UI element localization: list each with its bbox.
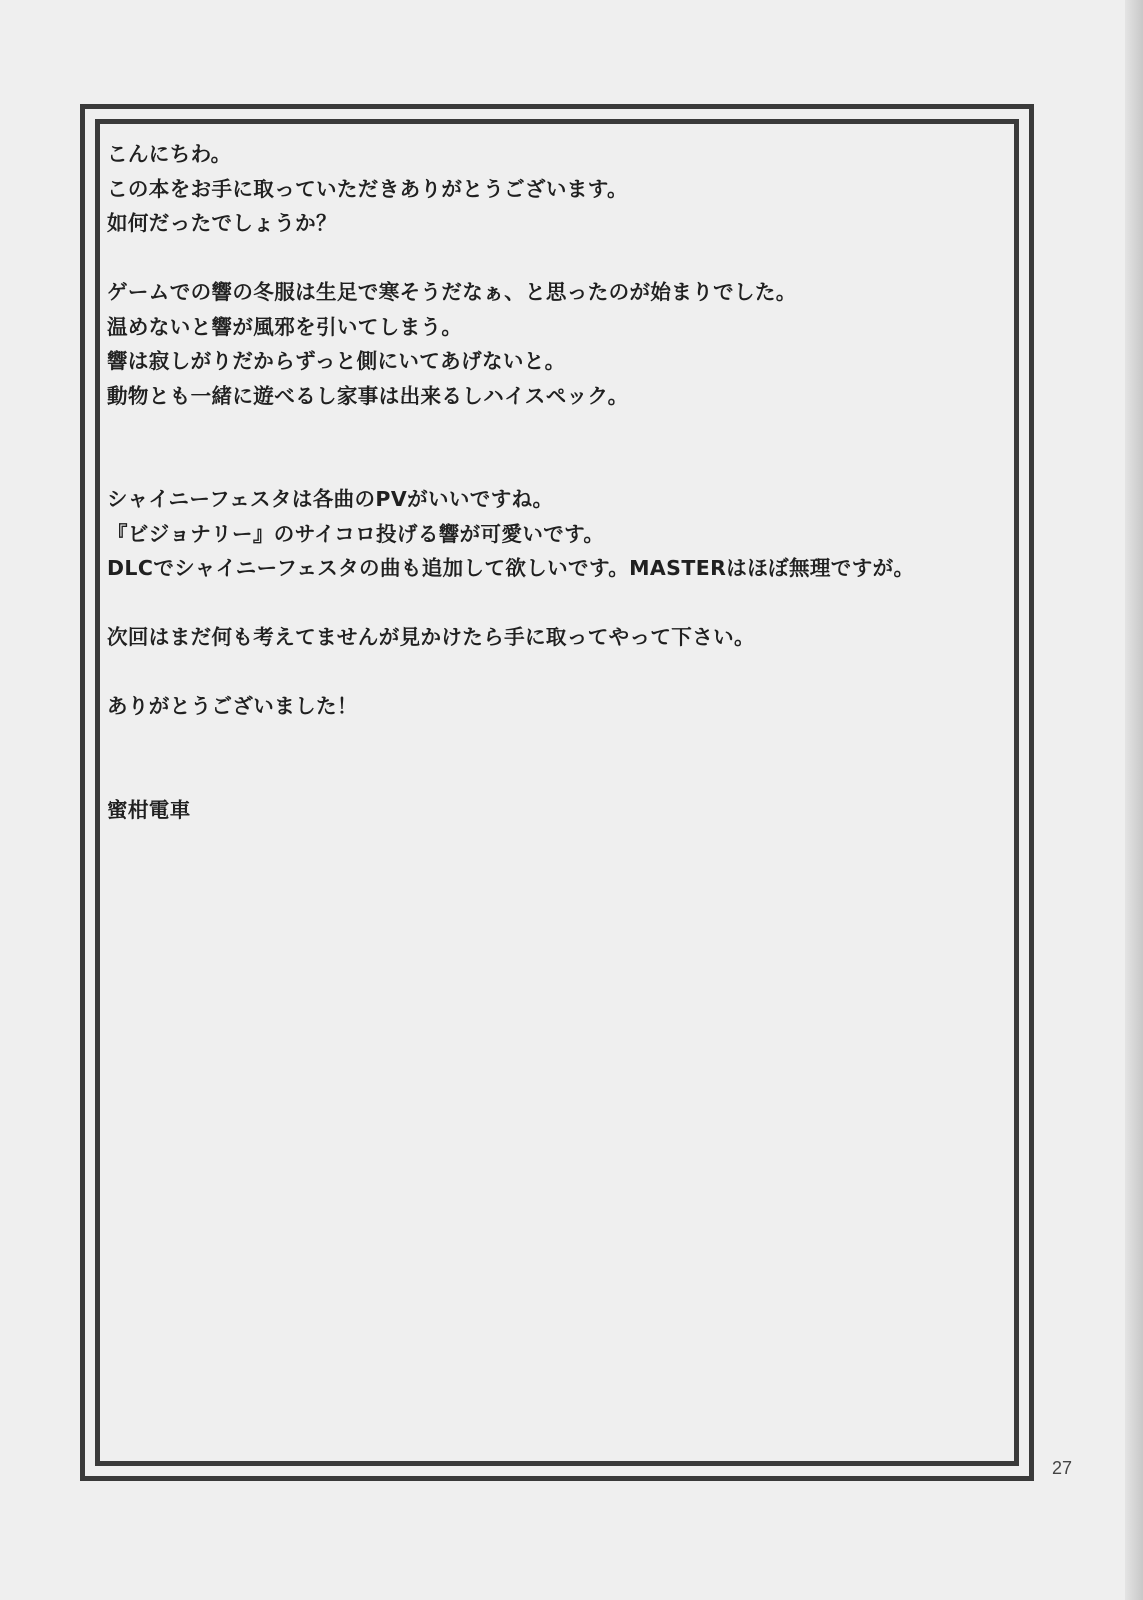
text-line: 如何だったでしょうか？ bbox=[107, 211, 337, 235]
text-line: 響は寂しがりだからずっと側にいてあげないと。 bbox=[107, 349, 566, 373]
text-line: 温めないと響が風邪を引いてしまう。 bbox=[107, 314, 463, 339]
text-line: こんにちわ。 bbox=[107, 142, 232, 166]
text-line: 次回はまだ何も考えてませんが見かけたら手に取ってやって下さい。 bbox=[107, 625, 755, 649]
afterword-text bbox=[107, 137, 1012, 827]
text-line bbox=[107, 241, 1012, 276]
text-line: 『ビジョナリー』のサイコロ投げる響が可愛いです。 bbox=[107, 521, 605, 546]
author-signature: 蜜柑電車 bbox=[107, 797, 191, 822]
text-line: DLCでシャイニーフェスタの曲も追加して欲しいです。MASTERはほぼ無理ですが。 bbox=[107, 556, 915, 580]
page-edge bbox=[1125, 0, 1143, 1600]
text-line bbox=[107, 448, 1012, 483]
text-line: シャイニーフェスタは各曲のPVがいいですね。 bbox=[107, 487, 554, 511]
text-line bbox=[107, 586, 1012, 621]
text-line: ありがとうございました！ bbox=[107, 694, 358, 718]
text-line bbox=[107, 655, 1012, 690]
text-line bbox=[107, 758, 1012, 793]
text-line bbox=[107, 724, 1012, 759]
text-line: 動物とも一緒に遊べるし家事は出来るしハイスペック。 bbox=[107, 383, 629, 408]
text-line: ゲームでの響の冬服は生足で寒そうだなぁ、と思ったのが始まりでした。 bbox=[107, 280, 797, 304]
page-number: 27 bbox=[1052, 1458, 1073, 1478]
text-line: この本をお手に取っていただきありがとうございます。 bbox=[107, 176, 628, 201]
text-line bbox=[107, 413, 1012, 448]
